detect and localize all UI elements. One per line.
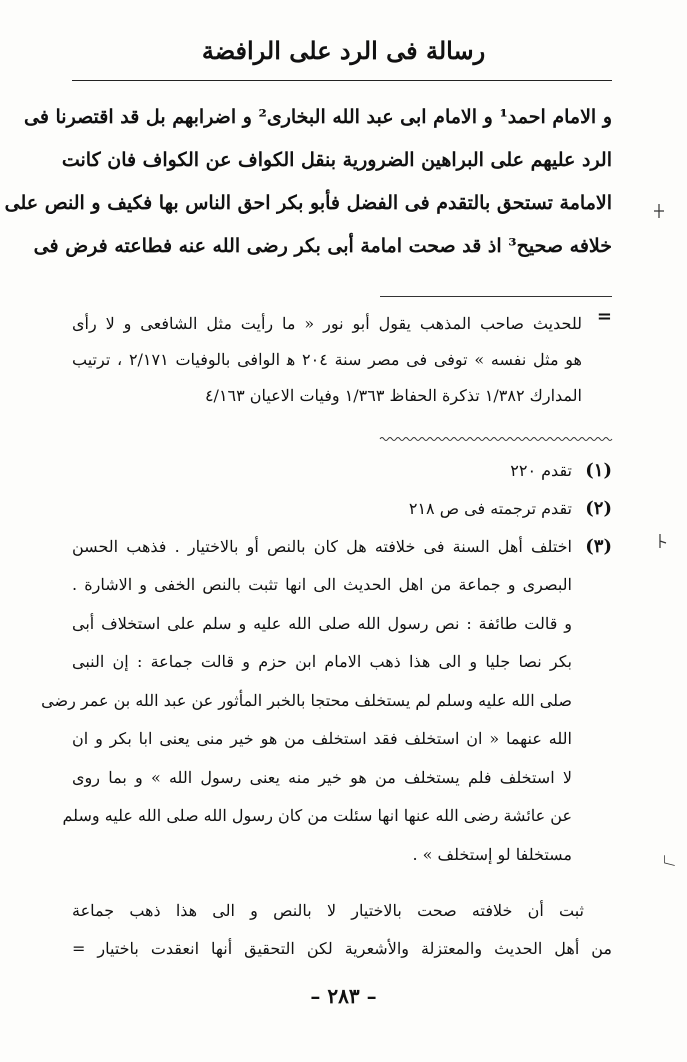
- continued-footnote-line: هو مثل نفسه » توفى فى مصر سنة ٢٠٤ ﻫ الوافى بالوفيات ٢/١٧١ ، ترتيب: [72, 350, 582, 369]
- footnote-line: و قالت طائفة : نص رسول الله صلى الله عليه و سلم على استخلاف أبى: [72, 613, 572, 633]
- continued-footnote-line: للحديث صاحب المذهب يقول أبو نور « ما رأيت مثل الشافعى و لا رأى: [72, 314, 582, 333]
- footnote-continuation-paragraph: [72, 892, 612, 968]
- footnote-number: (٣): [585, 536, 612, 557]
- margin-tick-mark: [652, 200, 666, 222]
- footnote-line: عن عائشة رضى الله عنها انها سئلت من كان رسول الله صلى الله عليه وسلم: [62, 806, 572, 825]
- paragraph-line: من أهل الحديث والمعتزلة والأشعرية لكن التحقيق أنها انعقدت باختيار =: [72, 939, 612, 958]
- page-number: – ٢٨٣ –: [310, 984, 377, 1008]
- footnotes: [41, 452, 612, 874]
- footnote-item: [72, 452, 612, 490]
- continued-footnote-line: المدارك ١/٣٨٢ تذكرة الحفاظ ١/٣٦٣ وفيات الاعيان ٤/١٦٣: [204, 386, 582, 405]
- footnote-line: مستخلفا لو إستخلف » .: [412, 844, 572, 864]
- footnote-number: (١): [585, 460, 612, 481]
- paragraph-line: ثبت أن خلافته صحت بالاختيار لا بالنص و الى هذا ذهب جماعة: [72, 901, 584, 920]
- footnote-body: [41, 566, 573, 874]
- main-text-line: و الامام احمد¹ و الامام ابى عبد الله البخارى² و اضرابهم بل قد اقتصرنا فى: [23, 106, 612, 128]
- main-text-line: الرد عليهم على البراهين الضرورية بنقل الكواف عن الكواف فان كانت: [61, 149, 612, 171]
- main-text-line: خلافه صحيح³ اذ قد صحت امامة أبى بكر رضى الله عنه فطاعته فرض فى: [33, 235, 612, 257]
- footnote-text: تقدم ترجمته فى ص ٢١٨: [408, 499, 572, 518]
- footnote-text: تقدم ٢٢٠: [510, 461, 572, 480]
- margin-tick-mark: [656, 530, 670, 552]
- footnote-separator: [380, 296, 612, 297]
- footnote-line: البصرى و جماعة من اهل الحديث الى انها تثبت بالنص الخفى و الاشارة .: [72, 575, 572, 594]
- continued-footnote: [72, 306, 612, 414]
- wavy-separator: [380, 436, 612, 442]
- footnote-line: لا استخلف فلم يستخلف من هو خير منه يعنى رسول الله » و بما روى: [72, 767, 572, 787]
- footnote-line: بكر نصا جليا و الى هذا ذهب الامام ابن حزم و قالت جماعة : إن النبى: [72, 652, 573, 671]
- footnote-line: الله عنهما « ان استخلف فقد استخلف من هو خير منى يعنى ابا بكر و ان: [72, 729, 572, 748]
- page-title: رسالة فى الرد على الرافضة: [201, 36, 486, 65]
- footnote-item: [72, 490, 612, 528]
- header-rule: [72, 80, 612, 81]
- main-text: [4, 96, 612, 268]
- footnote-line: صلى الله عليه وسلم لم يستخلف محتجا بالخبر المأثور عن عبد الله بن عمر رضى: [41, 690, 572, 710]
- footnote-item: [72, 528, 612, 566]
- main-text-line: الامامة تستحق بالتقدم فى الفضل فأبو بكر احق الناس بها فكيف و النص على: [4, 192, 612, 214]
- continuation-mark: =: [596, 306, 612, 327]
- margin-tick-mark: [662, 850, 676, 872]
- footnote-text: اختلف أهل السنة فى خلافته هل كان بالنص أو بالاختيار . فذهب الحسن: [72, 537, 572, 556]
- footnote-number: (٢): [585, 498, 612, 519]
